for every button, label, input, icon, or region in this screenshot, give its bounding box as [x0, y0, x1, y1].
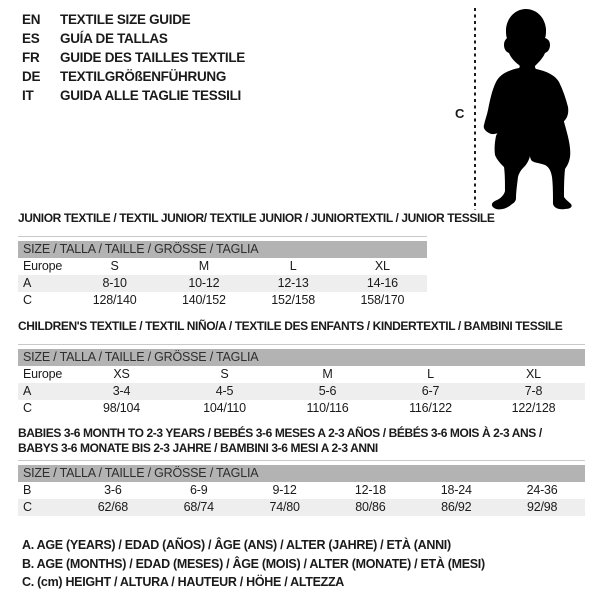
table-cell: 10-12	[188, 276, 220, 290]
junior-textile-table	[18, 210, 495, 309]
table-cell: 140/152	[181, 293, 226, 307]
table-cell: 5-6	[318, 384, 337, 398]
table-title	[18, 318, 585, 334]
table-cell: 24-36	[526, 483, 558, 497]
table-title-line: BABIES 3-6 MONTH TO 2-3 YEARS / BEBÉS 3-6 MESES A 2-3 AÑOS / BÉBÉS 3-6 MOIS À 2-3 ANS /	[18, 426, 542, 440]
table-row	[18, 258, 427, 275]
row-label: C	[23, 500, 32, 514]
table-cell: L	[427, 367, 434, 381]
table-cell: 12-18	[354, 483, 386, 497]
row-label: C	[23, 401, 32, 415]
table-cell: 9-12	[272, 483, 297, 497]
language-row-en	[22, 10, 245, 29]
height-marker-label: C	[455, 106, 465, 121]
row-label: Europe	[23, 259, 63, 273]
table-cell: 4-5	[215, 384, 234, 398]
table-cell: 128/140	[92, 293, 137, 307]
table-cell: 6-9	[190, 483, 208, 497]
row-label: B	[23, 483, 32, 497]
table-title-line: BABYS 3-6 MONATE BIS 2-3 JAHRE / BAMBINI 3-6 MESI A 2-3 ANNI	[18, 441, 378, 455]
table-header: SIZE / TALLA / TAILLE / GRÖSSE / TAGLIA	[18, 349, 585, 366]
table-cell: 7-8	[524, 384, 543, 398]
language-code: FR	[22, 50, 40, 65]
divider	[18, 344, 585, 345]
footnote-b: B. AGE (MONTHS) / EDAD (MESES) / ÂGE (MOIS) / ALTER (MONATE) / ETÀ (MESI)	[22, 556, 485, 571]
table-row	[18, 366, 585, 383]
table-cell: 3-6	[104, 483, 122, 497]
table-cell: XS	[113, 367, 130, 381]
language-row-it	[22, 86, 245, 105]
table-row	[18, 482, 585, 499]
table-cell: 18-24	[440, 483, 472, 497]
table-cell: 104/110	[203, 401, 246, 415]
table-cell: S	[110, 259, 119, 273]
footnote-c: C. (cm) HEIGHT / ALTURA / HAUTEUR / HÖHE / ALTEZZA	[22, 575, 345, 589]
table-title	[18, 210, 495, 226]
table-cell: 8-10	[102, 276, 127, 290]
row-label: A	[23, 384, 32, 398]
divider	[18, 236, 427, 237]
table-cell: 12-13	[277, 276, 309, 290]
language-label: GUIDE DES TAILLES TEXTILE	[60, 50, 246, 65]
language-label: GUÍA DE TALLAS	[60, 31, 168, 46]
language-code: DE	[22, 69, 41, 84]
table-cell: 74/80	[269, 500, 300, 514]
language-code: IT	[22, 88, 34, 103]
babies-textile-table	[18, 426, 585, 516]
language-row-de	[22, 67, 245, 86]
table-header: SIZE / TALLA / TAILLE / GRÖSSE / TAGLIA	[18, 241, 427, 258]
language-row-fr	[22, 48, 245, 67]
table-cell: L	[289, 259, 297, 273]
table-title-line: CHILDREN'S TEXTILE / TEXTIL NIÑO/A / TEXTILE DES ENFANTS / KINDERTEXTIL / BAMBINI TESSILE	[18, 319, 563, 333]
language-legend	[22, 10, 245, 105]
table-cell: 3-4	[112, 384, 131, 398]
table-cell: 68/74	[183, 500, 214, 514]
language-label: GUIDA ALLE TAGLIE TESSILI	[60, 88, 241, 103]
table-title-line: JUNIOR TEXTILE / TEXTIL JUNIOR/ TEXTILE JUNIOR / JUNIORTEXTIL / JUNIOR TESSILE	[18, 211, 495, 225]
language-label: TEXTILE SIZE GUIDE	[60, 12, 191, 27]
table-cell: 62/68	[97, 500, 129, 514]
divider	[18, 460, 585, 461]
table-cell: S	[220, 367, 229, 381]
table-cell: 86/92	[441, 500, 472, 514]
table-row	[18, 400, 585, 417]
footnote-a: A. AGE (YEARS) / EDAD (AÑOS) / ÂGE (ANS) / ALTER (JAHRE) / ETÀ (ANNI)	[22, 538, 451, 552]
language-code: ES	[22, 31, 40, 46]
table-title	[18, 426, 585, 456]
row-label: C	[23, 293, 32, 307]
height-marker-line	[474, 8, 476, 210]
table-cell: 110/116	[306, 401, 349, 415]
table-row	[18, 275, 427, 292]
table-row	[18, 292, 427, 309]
children-textile-table	[18, 318, 585, 417]
table-cell: XL	[374, 259, 390, 273]
table-cell: XL	[526, 367, 541, 381]
table-row	[18, 499, 585, 516]
language-row-es	[22, 29, 245, 48]
table-cell: M	[322, 367, 333, 381]
table-cell: 80/86	[355, 500, 386, 514]
table-cell: 6-7	[421, 384, 440, 398]
row-label: A	[23, 276, 32, 290]
toddler-silhouette-image	[479, 6, 575, 212]
table-cell: 98/104	[102, 401, 141, 415]
language-code: EN	[22, 12, 41, 27]
table-cell: 14-16	[366, 276, 398, 290]
table-cell: 122/128	[511, 401, 556, 415]
row-label: Europe	[23, 367, 63, 381]
table-cell: 92/98	[526, 500, 558, 514]
table-cell: 152/158	[271, 293, 316, 307]
table-cell: 116/122	[409, 401, 452, 415]
table-header: SIZE / TALLA / TAILLE / GRÖSSE / TAGLIA	[18, 465, 585, 482]
table-row	[18, 383, 585, 400]
language-label: TEXTILGRÖßENFÜHRUNG	[60, 69, 227, 84]
footnotes	[22, 536, 485, 592]
table-cell: 158/170	[360, 293, 405, 307]
table-cell: M	[198, 259, 209, 273]
